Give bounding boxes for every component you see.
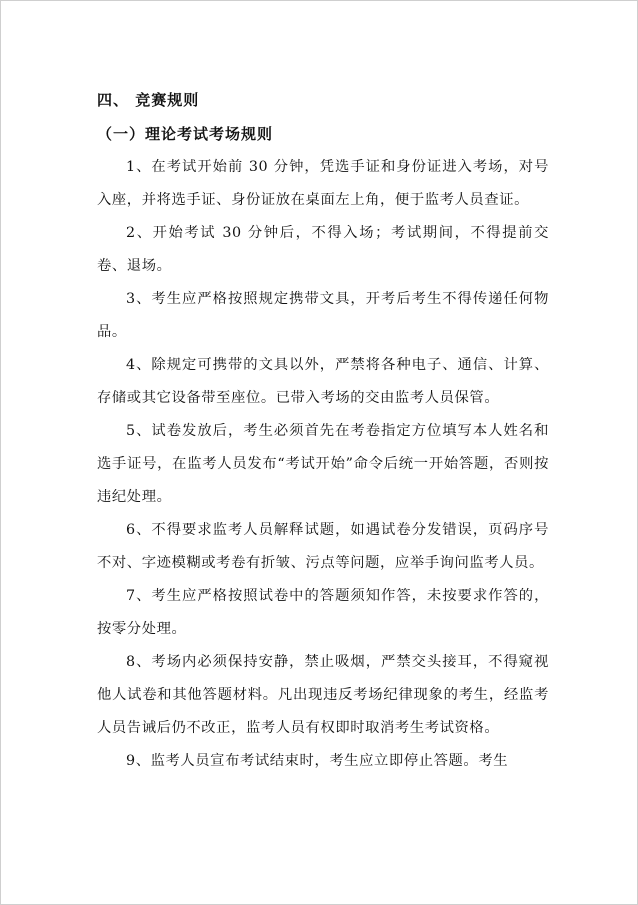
rule-item-5: 5、试卷发放后，考生必须首先在考卷指定方位填写本人姓名和选手证号，在监考人员发布“考试开始”命令后统一开始答题，否则按违纪处理。 (97, 423, 549, 505)
rule-item-1: 1、在考试开始前 30 分钟，凭选手证和身份证进入考场，对号入座，并将选手证、身份证放在桌面左上角，便于监考人员查证。 (97, 159, 549, 208)
rule-item-2: 2、开始考试 30 分钟后，不得入场；考试期间，不得提前交卷、退场。 (97, 225, 549, 274)
section-heading: 四、 竞赛规则 (97, 91, 200, 109)
page-content (97, 87, 549, 778)
rule-item-7: 7、考生应严格按照试卷中的答题须知作答，未按要求作答的，按零分处理。 (97, 588, 549, 637)
subsection-heading: （一）理论考试考场规则 (97, 125, 274, 143)
rule-item-3: 3、考生应严格按照规定携带文具，开考后考生不得传递任何物品。 (97, 291, 549, 340)
rule-item-4: 4、除规定可携带的文具以外，严禁将各种电子、通信、计算、存储或其它设备带至座位。已带入考场的交由监考人员保管。 (97, 357, 549, 406)
rule-item-6: 6、不得要求监考人员解释试题，如遇试卷分发错误，页码序号不对、字迹模糊或考卷有折皱、污点等问题，应举手询问监考人员。 (97, 522, 549, 571)
rule-item-8: 8、考场内必须保持安静，禁止吸烟，严禁交头接耳，不得窥视他人试卷和其他答题材料。凡出现违反考场纪律现象的考生，经监考人员告诫后仍不改正，监考人员有权即时取消考生考试资格。 (97, 654, 549, 736)
rule-item-9: 9、监考人员宣布考试结束时，考生应立即停止答题。考生 (126, 753, 509, 769)
